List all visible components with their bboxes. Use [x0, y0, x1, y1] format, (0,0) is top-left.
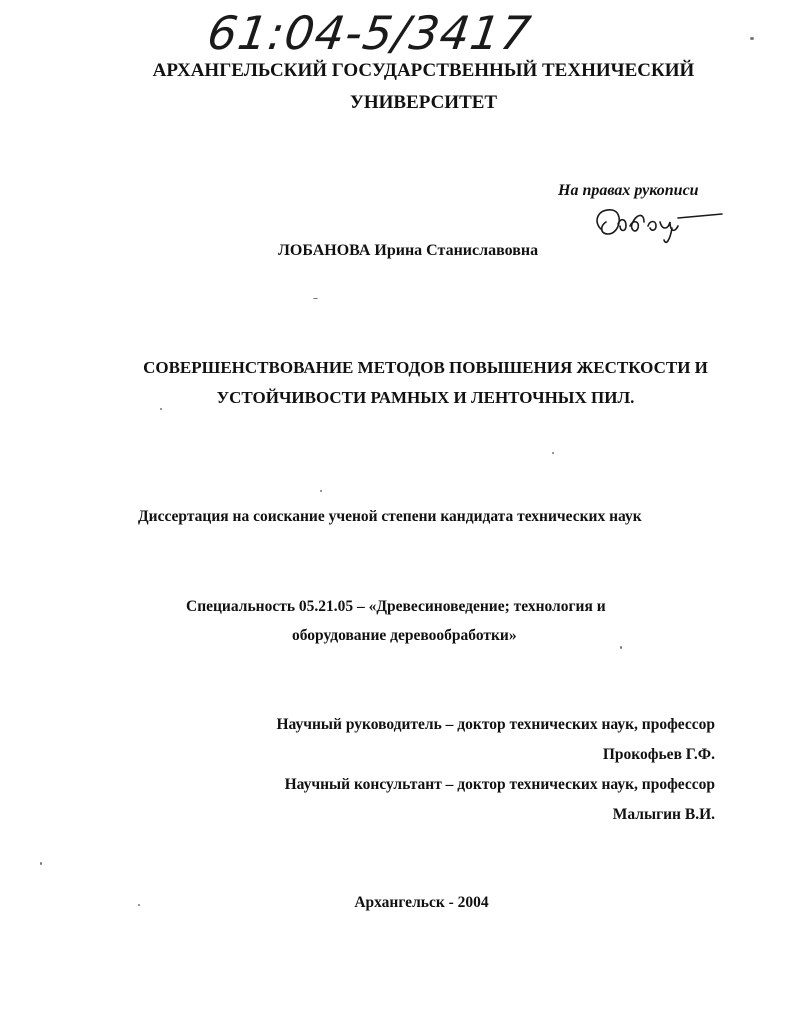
university-name-line2: УНИВЕРСИТЕТ [349, 92, 498, 113]
manuscript-rights-label: На правах рукописи [558, 182, 699, 199]
specialty-line1: Специальность 05.21.05 – «Древесиноведение; технология и [186, 598, 606, 615]
specialty-line2: оборудование деревообработки» [292, 627, 517, 644]
scan-speck [320, 490, 322, 492]
scan-speck [160, 408, 162, 410]
scan-speck [620, 646, 622, 649]
dissertation-degree-statement: Диссертация на соискание ученой степени кандидата технических наук [138, 508, 642, 525]
consultant-role: Научный консультант – доктор технических наук, профессор [284, 776, 715, 793]
university-name-line1: АРХАНГЕЛЬСКИЙ ГОСУДАРСТВЕННЫЙ ТЕХНИЧЕСКИЙ [152, 60, 695, 81]
scan-speck [750, 37, 754, 40]
author-signature [590, 200, 730, 250]
supervisor-name: Прокофьев Г.Ф. [602, 746, 715, 763]
supervisor-role: Научный руководитель – доктор технических наук, профессор [276, 716, 715, 733]
archive-number-handwritten: 61:04-5/3417 [204, 6, 535, 60]
scan-speck [138, 904, 140, 906]
consultant-name: Малыгин В.И. [612, 806, 715, 823]
scan-speck [40, 862, 42, 865]
dissertation-title-line1: СОВЕРШЕНСТВОВАНИЕ МЕТОДОВ ПОВЫШЕНИЯ ЖЕСТКОСТИ И [143, 358, 708, 377]
scan-speck [552, 452, 554, 454]
author-name: ЛОБАНОВА Ирина Станиславовна [278, 242, 539, 259]
scan-speck [313, 298, 318, 299]
dissertation-title-line2: УСТОЙЧИВОСТИ РАМНЫХ И ЛЕНТОЧНЫХ ПИЛ. [216, 388, 635, 407]
city-year: Архангельск - 2004 [354, 894, 489, 911]
